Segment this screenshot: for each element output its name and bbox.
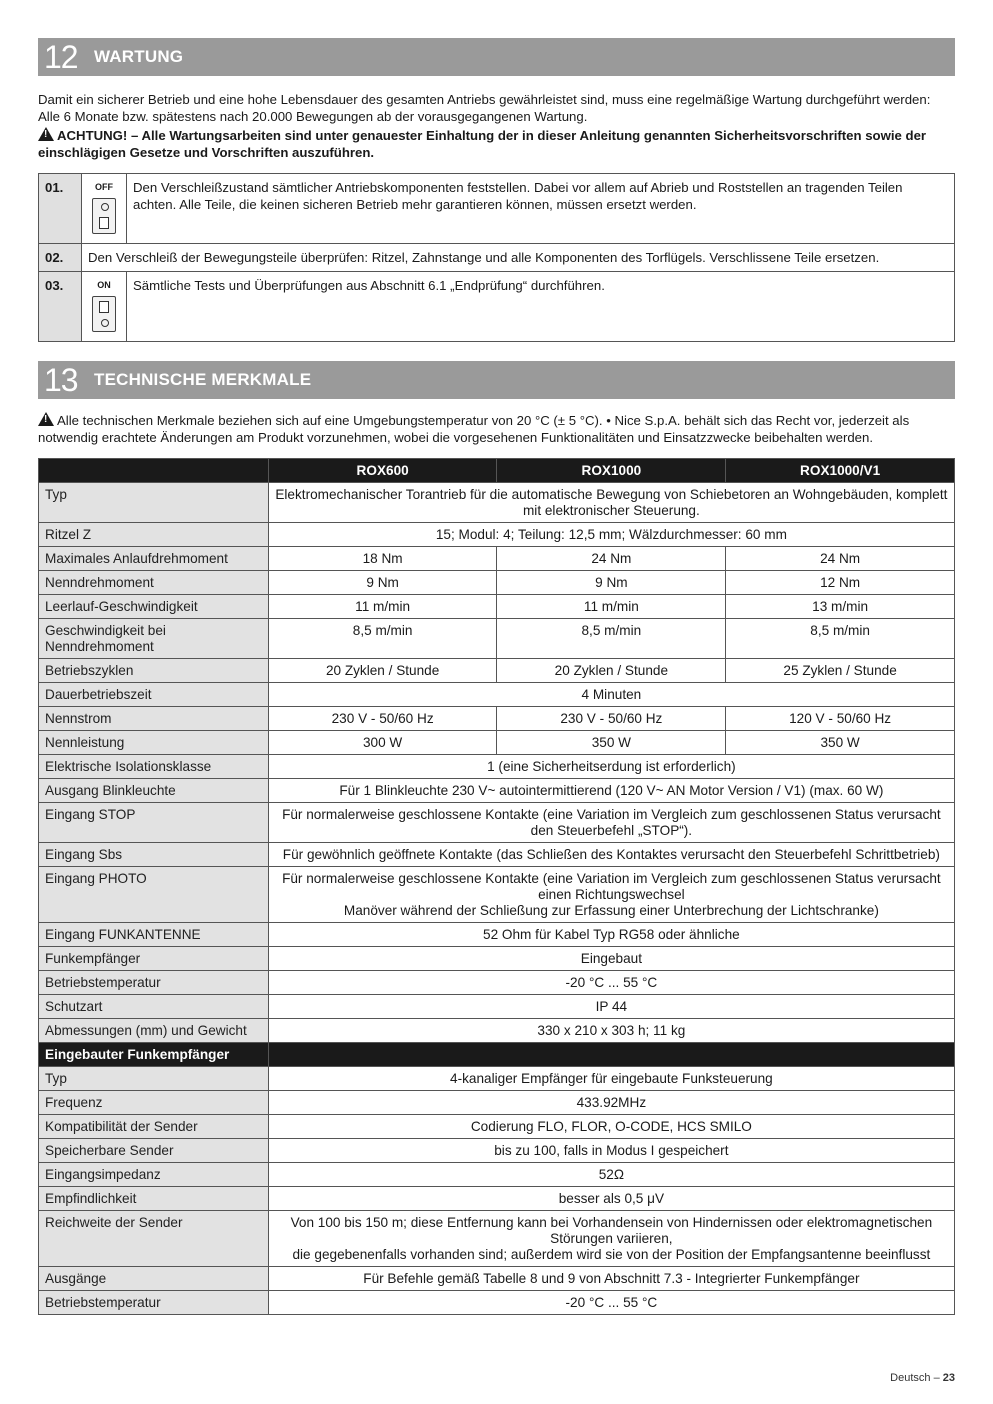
spec-value: 11 m/min (497, 595, 726, 619)
spec-label: Nennleistung (39, 731, 269, 755)
spec-label: Eingang PHOTO (39, 867, 269, 923)
spec-label: Nenndrehmoment (39, 571, 269, 595)
spec-value: 20 Zyklen / Stunde (497, 659, 726, 683)
spec-value: 12 Nm (726, 571, 955, 595)
spec-row (39, 547, 955, 571)
spec-row (39, 1163, 955, 1187)
spec-row (39, 523, 955, 547)
spec-value: 8,5 m/min (268, 619, 497, 659)
page-footer (890, 1372, 955, 1384)
technical-note-text: Alle technischen Merkmale beziehen sich auf eine Umgebungstemperatur von 20 °C (± 5 °C). • Nice S.p.A. behält sich das Recht vor, jederzeit als notwendig erachtete Änderungen am Produkt vorzunehmen, wobei die vorgesehenen Funktionalitäten und Einsatzzwecke beibehalten werden. (38, 413, 910, 445)
spec-value: -20 °C ... 55 °C (268, 1291, 954, 1315)
spec-label: Schutzart (39, 995, 269, 1019)
spec-label: Reichweite der Sender (39, 1211, 269, 1267)
spec-label: Funkempfänger (39, 947, 269, 971)
section-number: 12 (44, 38, 78, 75)
spec-label: Typ (39, 483, 269, 523)
step-number: 02. (39, 244, 82, 272)
spec-value: Für Befehle gemäß Tabelle 8 und 9 von Abschnitt 7.3 - Integrierter Funkempfänger (268, 1267, 954, 1291)
spec-value: 330 x 210 x 303 h; 11 kg (268, 1019, 954, 1043)
spec-subheader-empty (268, 1043, 954, 1067)
spec-row (39, 683, 955, 707)
spec-label: Betriebstemperatur (39, 971, 269, 995)
spec-subheader-row (39, 1043, 955, 1067)
manual-page (38, 38, 955, 1315)
spec-label: Eingangsimpedanz (39, 1163, 269, 1187)
step-number: 03. (39, 272, 82, 342)
spec-value: Eingebaut (268, 947, 954, 971)
spec-value: 15; Modul: 4; Teilung: 12,5 mm; Wälzdurchmesser: 60 mm (268, 523, 954, 547)
spec-value: Codierung FLO, FLOR, O-CODE, HCS SMILO (268, 1115, 954, 1139)
spec-label: Ritzel Z (39, 523, 269, 547)
spec-label: Elektrische Isolationsklasse (39, 755, 269, 779)
spec-label: Betriebstemperatur (39, 1291, 269, 1315)
spec-value: 350 W (497, 731, 726, 755)
spec-label: Eingang Sbs (39, 843, 269, 867)
spec-row (39, 995, 955, 1019)
spec-value: bis zu 100, falls in Modus I gespeichert (268, 1139, 954, 1163)
spec-value: 11 m/min (268, 595, 497, 619)
spec-value: Für gewöhnlich geöffnete Kontakte (das Schließen des Kontaktes verursacht den Steuerbefehl Schrittbetrieb) (268, 843, 954, 867)
spec-value: 20 Zyklen / Stunde (268, 659, 497, 683)
maintenance-step (39, 272, 955, 342)
spec-row (39, 867, 955, 923)
spec-value: 8,5 m/min (726, 619, 955, 659)
spec-value: IP 44 (268, 995, 954, 1019)
spec-value: 8,5 m/min (497, 619, 726, 659)
spec-value: 4-kanaliger Empfänger für eingebaute Funksteuerung (268, 1067, 954, 1091)
spec-value: Elektromechanischer Torantrieb für die automatische Bewegung von Schiebetoren an Wohngebäuden, komplett mit elektronischer Steuerung. (268, 483, 954, 523)
spec-row (39, 779, 955, 803)
spec-value: 24 Nm (726, 547, 955, 571)
switch-on-label: ON (97, 280, 111, 290)
maintenance-step (39, 244, 955, 272)
spec-value: 1 (eine Sicherheitserdung ist erforderlich) (268, 755, 954, 779)
spec-row (39, 595, 955, 619)
spec-label: Typ (39, 1067, 269, 1091)
technical-note (38, 412, 955, 446)
spec-value: 230 V - 50/60 Hz (497, 707, 726, 731)
spec-value: Von 100 bis 150 m; diese Entfernung kann bei Vorhandensein von Hindernissen oder elektromagnetischen Störungen variieren, die gegebenenfalls vorhanden sind; außerdem wird sie von der Position der Empfangsantenne beeinflusst (268, 1211, 954, 1267)
spec-value: 230 V - 50/60 Hz (268, 707, 497, 731)
spec-row (39, 971, 955, 995)
switch-off-icon (82, 174, 127, 244)
spec-value: 24 Nm (497, 547, 726, 571)
step-text: Sämtliche Tests und Überprüfungen aus Abschnitt 6.1 „Endprüfung“ durchführen. (127, 272, 955, 342)
maintenance-step (39, 174, 955, 244)
column-header: ROX1000/V1 (726, 459, 955, 483)
warning-icon: ! (38, 127, 54, 141)
spec-label: Empfindlichkeit (39, 1187, 269, 1211)
spec-label: Nennstrom (39, 707, 269, 731)
spec-value: 52 Ohm für Kabel Typ RG58 oder ähnliche (268, 923, 954, 947)
step-number: 01. (39, 174, 82, 244)
column-header: ROX600 (268, 459, 497, 483)
spec-value: 433.92MHz (268, 1091, 954, 1115)
section-12-header (38, 38, 955, 76)
spec-row (39, 483, 955, 523)
spec-row (39, 1067, 955, 1091)
technical-specs-table (38, 458, 955, 1315)
spec-header-empty (39, 459, 269, 483)
spec-value: 350 W (726, 731, 955, 755)
spec-row (39, 1019, 955, 1043)
switch-on-icon (82, 272, 127, 342)
spec-row (39, 1291, 955, 1315)
spec-value: Für normalerweise geschlossene Kontakte (eine Variation im Vergleich zum geschlossenen Status verursacht einen Richtungswechsel Manöver während der Schließung zur Erfassung einer Unterbrechung der Lichtschranke) (268, 867, 954, 923)
spec-label: Eingang STOP (39, 803, 269, 843)
maintenance-warning (38, 127, 955, 161)
section-title: WARTUNG (94, 47, 184, 66)
spec-row (39, 1267, 955, 1291)
spec-label: Dauerbetriebszeit (39, 683, 269, 707)
switch-off-label: OFF (95, 182, 113, 192)
spec-value: 25 Zyklen / Stunde (726, 659, 955, 683)
spec-row (39, 923, 955, 947)
footer-language: Deutsch – (890, 1372, 940, 1384)
spec-label: Ausgang Blinkleuchte (39, 779, 269, 803)
spec-row (39, 1091, 955, 1115)
spec-value: besser als 0,5 μV (268, 1187, 954, 1211)
page-number: 23 (942, 1372, 955, 1384)
spec-value: 9 Nm (497, 571, 726, 595)
section-13-header (38, 361, 955, 399)
spec-row (39, 707, 955, 731)
spec-label: Leerlauf-Geschwindigkeit (39, 595, 269, 619)
column-header: ROX1000 (497, 459, 726, 483)
spec-value: 300 W (268, 731, 497, 755)
spec-label: Geschwindigkeit bei Nenndrehmoment (39, 619, 269, 659)
spec-value: 52Ω (268, 1163, 954, 1187)
warning-icon: ! (38, 412, 54, 426)
spec-value: 4 Minuten (268, 683, 954, 707)
spec-row (39, 1211, 955, 1267)
spec-row (39, 1187, 955, 1211)
spec-value: -20 °C ... 55 °C (268, 971, 954, 995)
spec-subheader: Eingebauter Funkempfänger (39, 1043, 269, 1067)
spec-label: Kompatibilität der Sender (39, 1115, 269, 1139)
maintenance-intro: Damit ein sicherer Betrieb und eine hohe Lebensdauer des gesamten Antriebs gewährleistet sind, muss eine regelmäßige Wartung durchgeführt werden: Alle 6 Monate bzw. spätestens nach 20.000 Bewegungen ab der vorausgegangenen Wartung. (38, 92, 931, 124)
maintenance-steps-table (38, 173, 955, 342)
spec-label: Frequenz (39, 1091, 269, 1115)
spec-row (39, 947, 955, 971)
spec-row (39, 1139, 955, 1163)
spec-header-row (39, 459, 955, 483)
spec-value: 13 m/min (726, 595, 955, 619)
spec-label: Ausgänge (39, 1267, 269, 1291)
step-text: Den Verschleißzustand sämtlicher Antriebskomponenten feststellen. Dabei vor allem auf Abrieb und Roststellen an tragenden Teilen achten. Alle Teile, die keinen sicheren Betrieb mehr garantieren können, müssen ersetzt werden. (127, 174, 955, 244)
spec-row (39, 659, 955, 683)
spec-value: Für normalerweise geschlossene Kontakte (eine Variation im Vergleich zum geschlossenen Status verursacht den Steuerbefehl „STOP“). (268, 803, 954, 843)
spec-label: Betriebszyklen (39, 659, 269, 683)
spec-value: 9 Nm (268, 571, 497, 595)
spec-row (39, 843, 955, 867)
section-number: 13 (44, 361, 78, 398)
spec-value: 18 Nm (268, 547, 497, 571)
spec-row (39, 619, 955, 659)
spec-value: 120 V - 50/60 Hz (726, 707, 955, 731)
step-text: Den Verschleiß der Bewegungsteile überprüfen: Ritzel, Zahnstange und alle Komponenten des Torflügels. Verschlissene Teile ersetzen. (82, 244, 955, 272)
spec-row (39, 571, 955, 595)
section-title: TECHNISCHE MERKMALE (94, 370, 312, 389)
spec-label: Speicherbare Sender (39, 1139, 269, 1163)
spec-row (39, 1115, 955, 1139)
spec-row (39, 803, 955, 843)
spec-value: Für 1 Blinkleuchte 230 V~ autointermittierend (120 V~ AN Motor Version / V1) (max. 60 W) (268, 779, 954, 803)
spec-label: Abmessungen (mm) und Gewicht (39, 1019, 269, 1043)
spec-label: Maximales Anlaufdrehmoment (39, 547, 269, 571)
spec-row (39, 755, 955, 779)
spec-label: Eingang FUNKANTENNE (39, 923, 269, 947)
maintenance-warning-text: ACHTUNG! – Alle Wartungsarbeiten sind unter genauester Einhaltung der in dieser Anleitung genannten Sicherheitsvorschriften sowie der einschlägigen Gesetze und Vorschriften auszuführen. (38, 128, 927, 160)
spec-row (39, 731, 955, 755)
